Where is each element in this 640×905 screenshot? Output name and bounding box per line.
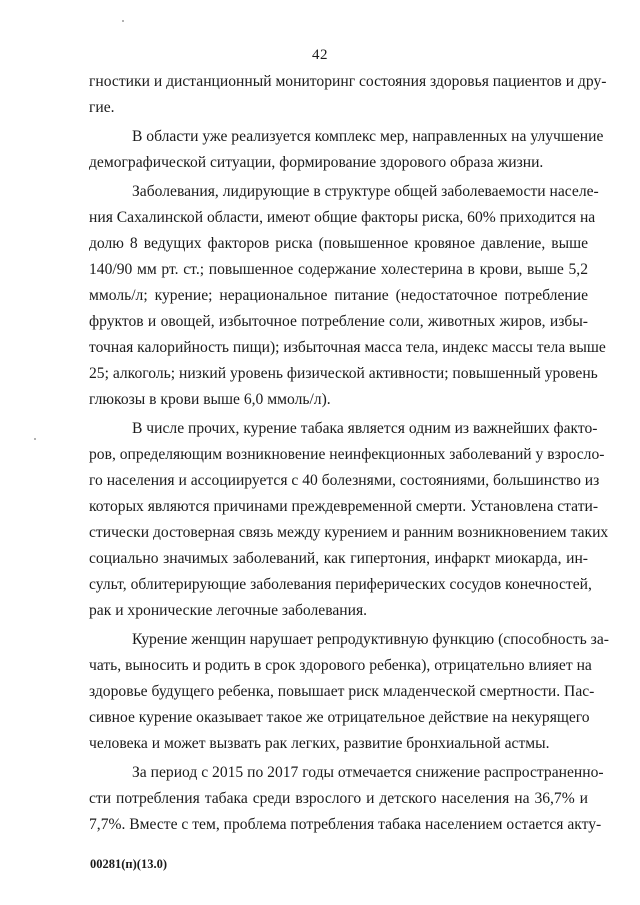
text-line: ния Сахалинской области, имеют общие факторы риска, 60% приходится на: [89, 209, 596, 226]
paragraph: [89, 124, 604, 176]
text-line: За период с 2015 по 2017 годы отмечается снижение распространенно-: [132, 764, 604, 781]
text-line: демографической ситуации, формирование здорового образа жизни.: [89, 154, 544, 171]
text-line: долю 8 ведущих факторов риска (повышенное кровяное давление, выше: [89, 235, 588, 252]
text-line: сивное курение оказывает такое же отрицательное действие на некурящего: [89, 709, 590, 726]
text-line: стически достоверная связь между курением и ранним возникновением таких: [89, 524, 609, 541]
text-line: чать, выносить и родить в срок здорового ребенка), отрицательно влияет на: [89, 657, 592, 674]
scan-speck: [122, 20, 124, 22]
paragraph: [89, 627, 609, 757]
text-line: Заболевания, лидирующие в структуре общей заболеваемости населе-: [132, 183, 599, 200]
page-number: 42: [312, 47, 328, 63]
text-line: человека и может вызвать рак легких, развитие бронхиальной астмы.: [89, 735, 550, 752]
text-line: рак и хронические легочные заболевания.: [89, 602, 368, 619]
paragraph: [89, 760, 604, 838]
text-line: гие.: [89, 99, 115, 116]
text-line: 25; алкоголь; низкий уровень физической активности; повышенный уровень: [89, 365, 598, 382]
body-text: [89, 69, 609, 838]
text-line: сти потребления табака среди взрослого и детского населения на 36,7% и: [89, 790, 588, 807]
text-line: В числе прочих, курение табака является одним из важнейших факто-: [132, 420, 598, 437]
text-line: 7,7%. Вместе с тем, проблема потребления табака населением остается акту-: [89, 816, 602, 833]
text-line: которых являются причинами преждевременной смерти. Установлена стати-: [89, 498, 599, 515]
text-line: фруктов и овощей, избыточное потребление соли, животных жиров, избы-: [89, 313, 588, 330]
text-line: социально значимых заболеваний, как гипертония, инфаркт миокарда, ин-: [89, 550, 588, 567]
text-line: сульт, облитерирующие заболевания периферических сосудов конечностей,: [89, 576, 592, 593]
text-line: точная калорийность пищи); избыточная масса тела, индекс массы тела выше: [89, 339, 606, 356]
text-line: 140/90 мм рт. ст.; повышенное содержание холестерина в крови, выше 5,2: [89, 261, 588, 278]
paragraph: [89, 416, 609, 624]
text-line: глюкозы в крови выше 6,0 ммоль/л).: [89, 391, 331, 408]
paragraph: [89, 179, 606, 413]
text-line: гностики и дистанционный мониторинг состояния здоровья пациентов и дру-: [89, 73, 607, 90]
text-line: ров, определяющим возникновение неинфекционных заболеваний у взросло-: [89, 446, 605, 463]
document-code: 00281(п)(13.0): [90, 857, 167, 871]
paragraph: [89, 69, 607, 121]
text-line: В области уже реализуется комплекс мер, направленных на улучшение: [132, 128, 604, 145]
text-line: Курение женщин нарушает репродуктивную функцию (способность за-: [132, 631, 609, 648]
text-line: го населения и ассоциируется с 40 болезнями, состояниями, большинство из: [89, 472, 600, 489]
scan-speck: [34, 438, 36, 440]
text-line: ммоль/л; курение; нерациональное питание (недостаточное потребление: [89, 287, 588, 304]
text-line: здоровье будущего ребенка, повышает риск младенческой смертности. Пас-: [89, 683, 595, 700]
